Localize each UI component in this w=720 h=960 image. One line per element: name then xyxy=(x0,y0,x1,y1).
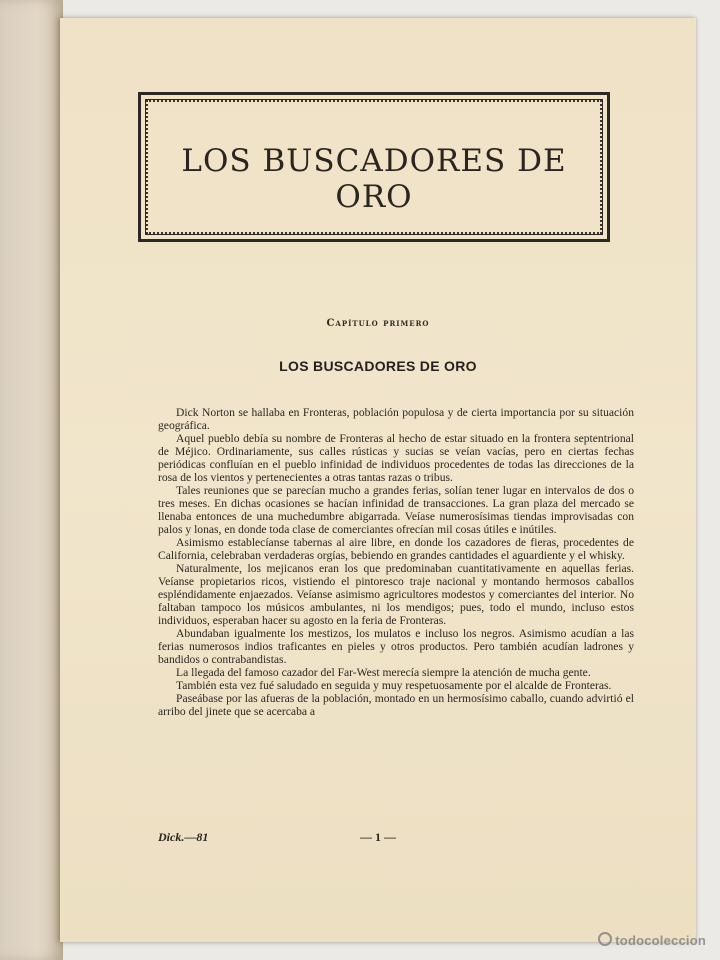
book-title: LOS BUSCADORES DE ORO xyxy=(181,143,567,215)
chapter-title: LOS BUSCADORES DE ORO xyxy=(279,358,477,374)
chapter-body xyxy=(158,406,634,718)
paragraph: Aquel pueblo debía su nombre de Fronteras al hecho de estar situado en la frontera septentrional de Méjico. Ordinariamente, sus calles rústicas y sucias se veían vacías, pero en ciertas fechas periódicas confluían en el pueblo infinidad de individuos procedentes de todas las direcciones de la rosa de los vientos y pertenecientes a otras tantas razas o tribus. xyxy=(158,432,634,484)
paragraph: Tales reuniones que se parecían mucho a grandes ferias, solían tener lugar en intervalos de dos o tres meses. En dichas ocasiones se hacían infinidad de transacciones. La gran plaza del mercado se llenaba entonces de una muchedumbre abigarrada. Veíase numerosísimas tiendas improvisadas con palos y lonas, en donde toda clase de comerciantes ofrecían mil cosas útiles e inútiles. xyxy=(158,484,634,536)
paragraph: Naturalmente, los mejicanos eran los que predominaban cuantitativamente en aquellas ferias. Veíanse propietarios ricos, vistiendo el pintoresco traje nacional y montando hermosos caballos espléndidamente enjaezados. Veíanse asimismo agricultores modestos y comerciantes del interior. No faltaban tampoco los músicos ambulantes, ni los mendigos; pues, todo el mundo, incluso estos individuos, esperaban hacer su agosto en la feria de Fronteras. xyxy=(158,562,634,627)
paragraph: La llegada del famoso cazador del Far-West merecía siempre la atención de mucha gente. xyxy=(176,666,591,679)
series-number: Dick.—81 xyxy=(158,830,209,844)
paragraph: Dick Norton se hallaba en Fronteras, población populosa y de cierta importancia por su situación geográfica. xyxy=(158,406,634,432)
watermark xyxy=(598,932,706,948)
title-frame xyxy=(138,92,610,242)
chapter-label: Capítulo primero xyxy=(326,318,430,329)
page-number: — 1 — xyxy=(360,830,396,844)
paragraph: Abundaban igualmente los mestizos, los mulatos e incluso los negros. Asimismo acudían a las ferias numerosos indios traficantes en pieles y otros productos. Pero también acudían ladrones y bandidos o contrabandistas. xyxy=(158,627,634,666)
paragraph: También esta vez fué saludado en seguida y muy respetuosamente por el alcalde de Fronteras. xyxy=(176,679,612,692)
watermark-text: todocoleccion xyxy=(615,933,706,948)
paragraph: Asimismo establecíanse tabernas al aire libre, en donde los cazadores de fieras, procedentes de California, celebraban verdaderas orgías, bebiendo en grandes cantidades el aguardiente y el whisky. xyxy=(158,536,634,562)
book-page xyxy=(60,18,696,942)
watermark-logo-icon xyxy=(598,932,612,946)
paragraph: Paseábase por las afueras de la población, montado en un hermosísimo caballo, cuando advirtió el arribo del jinete que se acercaba a xyxy=(158,692,634,718)
previous-page-edge xyxy=(0,0,63,960)
